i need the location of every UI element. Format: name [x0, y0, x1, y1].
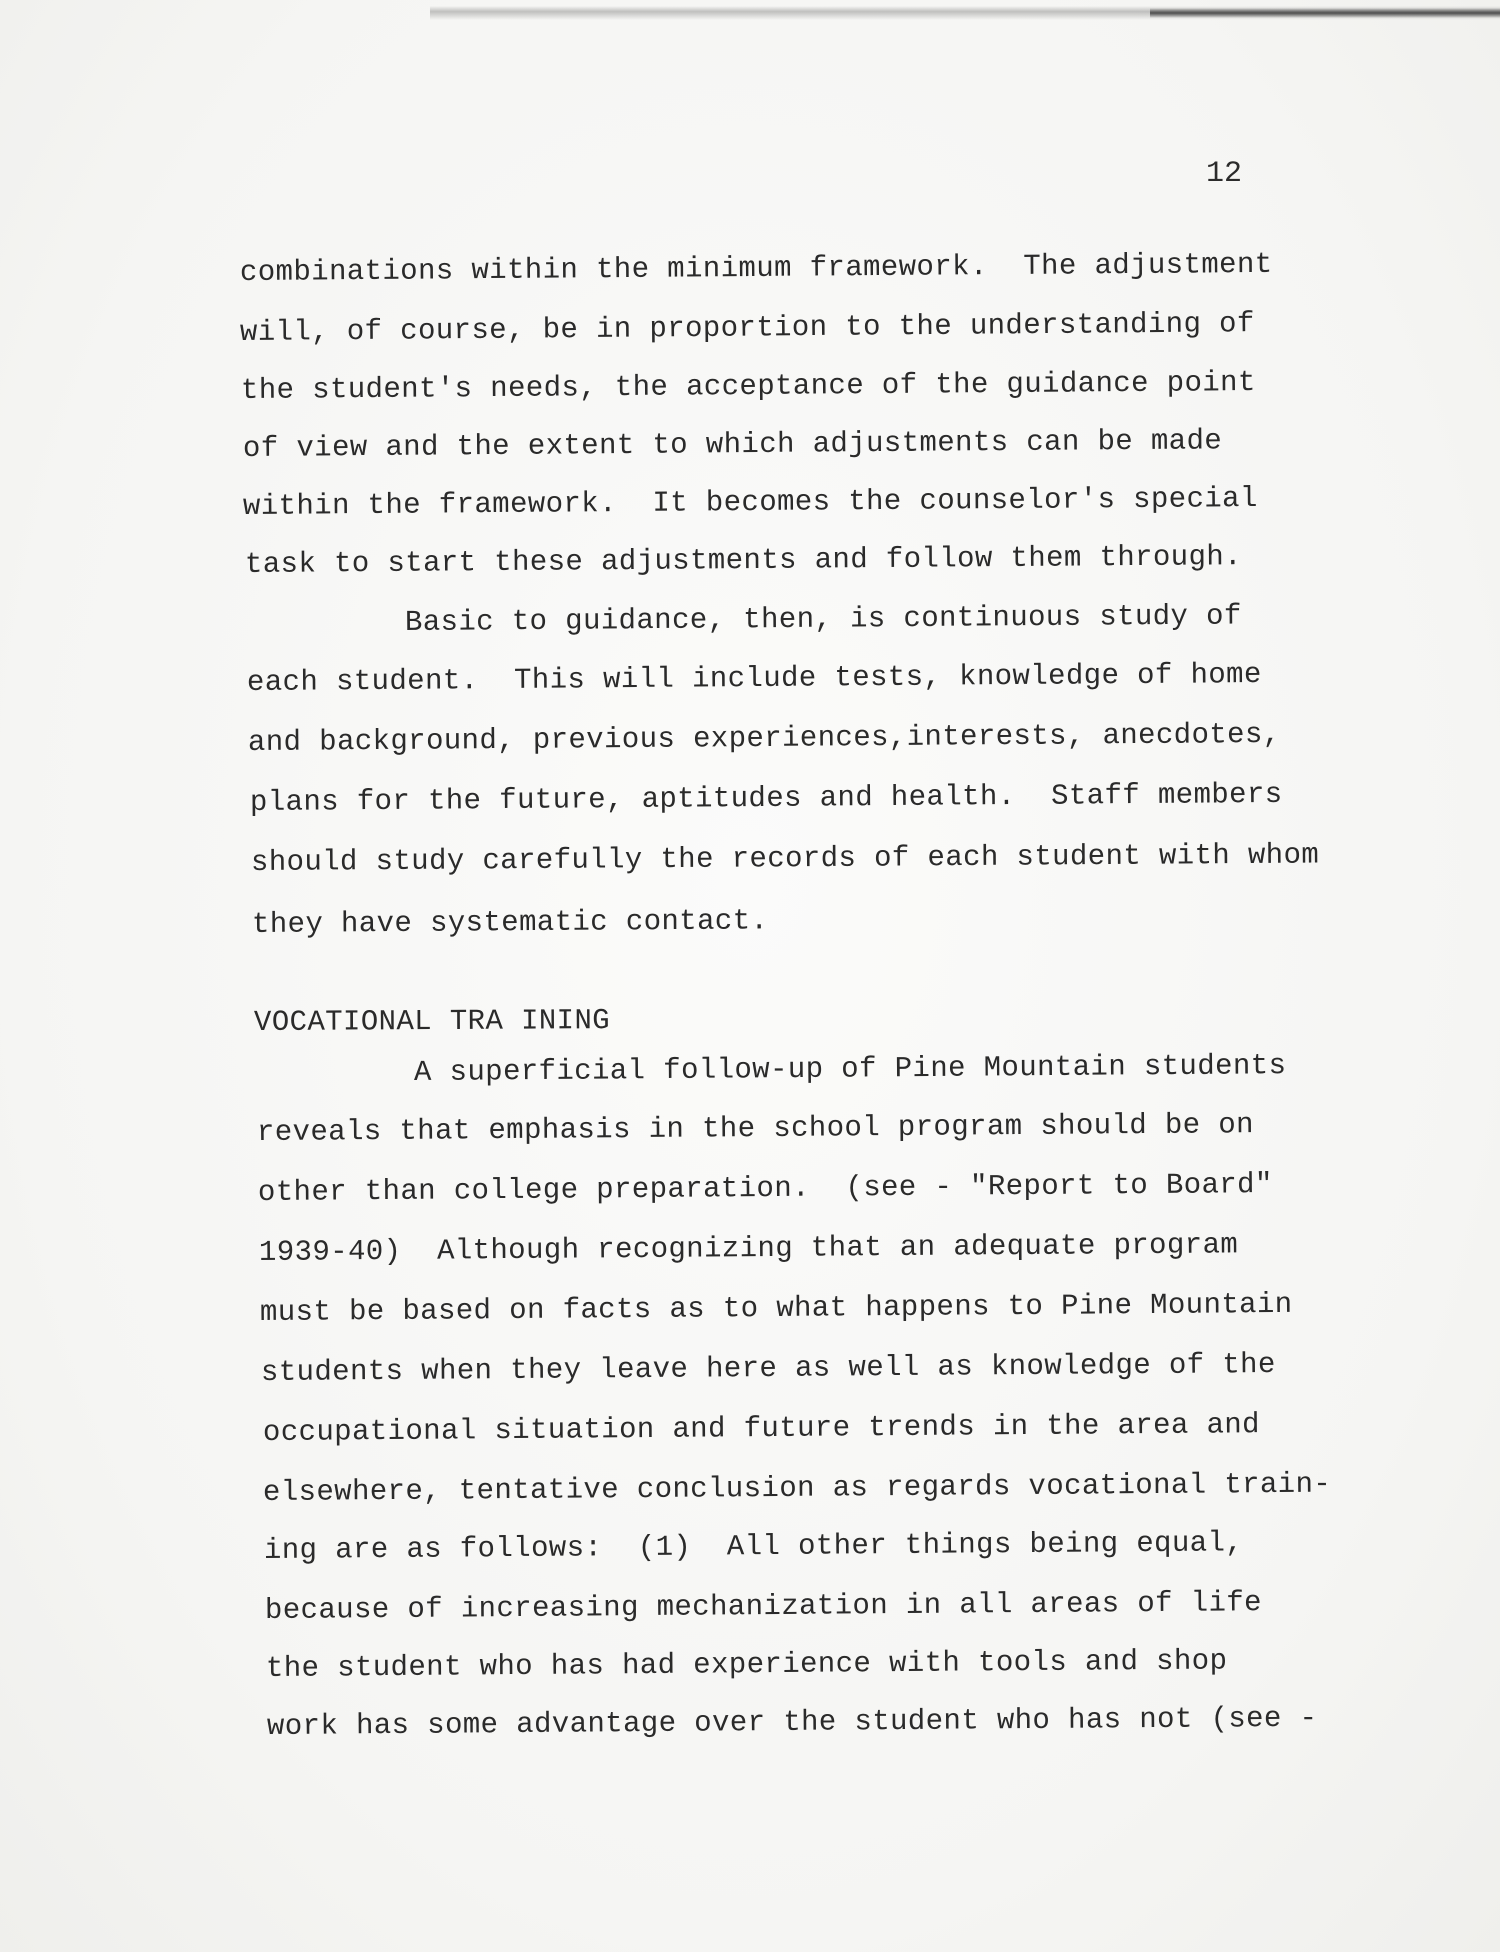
text-line: ing are as follows: (1) All other things being equal, [263, 1526, 1244, 1567]
text-line-indented: Basic to guidance, then, is continuous study of [404, 599, 1242, 639]
text-line: occupational situation and future trends in the area and [262, 1408, 1261, 1449]
text-line: task to start these adjustments and follow them through. [244, 540, 1243, 581]
text-line: will, of course, be in proportion to the understanding of [239, 307, 1255, 349]
text-line: plans for the future, aptitudes and health. Staff members [249, 777, 1283, 819]
text-line-indented: A superficial follow-up of Pine Mountain students [413, 1049, 1287, 1089]
text-line: of view and the extent to which adjustments can be made [242, 424, 1223, 465]
text-line: each student. This will include tests, knowledge of home [246, 658, 1262, 699]
text-line: elsewhere, tentative conclusion as regards vocational train- [262, 1467, 1332, 1509]
text-line: reveals that emphasis in the school program should be on [256, 1108, 1255, 1149]
text-line: students when they leave here as well as knowledge of the [260, 1348, 1276, 1389]
text-line: because of increasing mechanization in all areas of life [264, 1586, 1263, 1627]
text-line: 1939-40) Although recognizing that an adequate program [258, 1228, 1239, 1269]
section-heading: VOCATIONAL TRA INING [253, 1004, 611, 1039]
text-line: must be based on facts as to what happens to Pine Mountain [259, 1287, 1293, 1329]
text-line: they have systematic contact. [251, 904, 769, 941]
text-line: the student who has had experience with tools and shop [265, 1644, 1228, 1685]
text-line: should study carefully the records of each student with whom [250, 838, 1320, 879]
text-line: combinations within the minimum framework. The adjustment [239, 247, 1273, 289]
page-top-edge-fold [1150, 8, 1500, 18]
page-number: 12 [1206, 157, 1243, 191]
text-line: within the framework. It becomes the counselor's special [242, 482, 1258, 523]
text-line: and background, previous experiences,interests, anecdotes, [247, 717, 1281, 759]
text-line: other than college preparation. (see - "Report to Board" [257, 1168, 1273, 1209]
text-line: the student's needs, the acceptance of the guidance point [240, 366, 1256, 407]
text-line: work has some advantage over the student who has not (see - [266, 1701, 1318, 1743]
